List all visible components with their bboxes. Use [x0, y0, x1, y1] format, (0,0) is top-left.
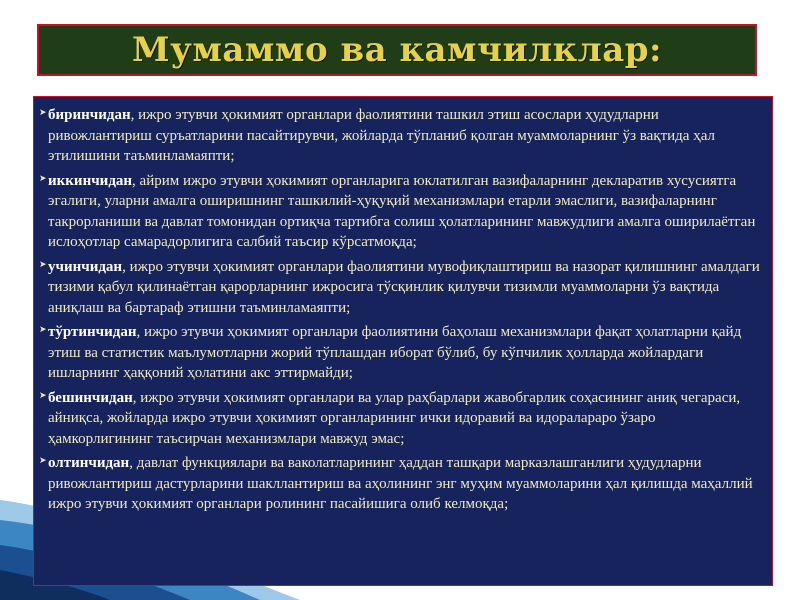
- item-lead: биринчидан: [48, 107, 131, 123]
- bullet-arrow-icon: ➤: [39, 172, 47, 183]
- bullet-arrow-icon: ➤: [39, 107, 47, 117]
- item-text: , ижро этувчи ҳокимият органлари фаолиятини мувофиқлаштириш ва назорат қилишнинг амалдаги тизими қабул қилинаётган қарорларнинг ижросига тўсқинлик қилувчи тизимли муаммоларни ўз вақтида аниқлаш ва бартараф этишни таъминламаяпти;: [48, 258, 760, 316]
- item-text: , ижро этувчи ҳокимият органлари ва улар раҳбарлари жавобгарлик соҳасининг аниқ чегараси, айниқса, жойларда ижро этувчи ҳокимият органларининг ички идоравий ва идоралараро ўзаро ҳамкорлигининг таъсирчан механизмлари мавжуд эмас;: [48, 389, 741, 447]
- item-lead: учинчидан: [48, 258, 123, 275]
- item-text: , айрим ижро этувчи ҳокимият органларига юклатилган вазифаларнинг декларатив хусусиятга эгалиги, уларни амалга оширишнинг ташкилий-ҳуқуқий механизмлари етарли эмаслиги, вазифаларнинг такрорланиши ва давлат томонидан ортиқча тартибга солиш ҳолатларининг мавжудлиги амалга оширилаётган ислоҳотлар самарадорлигига салбий таъсир кўрсатмоқда;: [48, 172, 756, 250]
- title-banner: [37, 24, 757, 76]
- list-item: [39, 171, 760, 253]
- list-item: [39, 105, 760, 167]
- list-item: [39, 322, 760, 384]
- item-text: , ижро этувчи ҳокимият органлари фаолиятини ташкил этиш асослари ҳудудларни ривожлантириш суръатларини пасайтирувчи, жойларда тўпланиб қолган муаммоларнинг ўз вақтида ҳал этилишини таъминламаяпти;: [48, 107, 715, 164]
- item-lead: олтинчидан: [48, 455, 130, 471]
- slide-title: Мумаммо ва камчилклар:: [131, 30, 663, 70]
- bullet-arrow-icon: ➤: [39, 389, 47, 400]
- bullet-arrow-icon: ➤: [39, 324, 47, 334]
- item-lead: иккинчидан: [48, 172, 133, 189]
- list-item: [39, 257, 760, 319]
- list-item: [39, 453, 760, 515]
- bullet-arrow-icon: ➤: [39, 455, 47, 465]
- item-lead: бешинчидан: [48, 389, 133, 406]
- item-lead: тўртинчидан: [48, 324, 137, 340]
- item-text: , ижро этувчи ҳокимият органлари фаолиятини баҳолаш механизмлари фақат ҳолатларни қайд этиш ва статистик маълумотларни жорий тўплашдан иборат бўлиб, бу кўпчилик ҳолларда жойлардаги ишларнинг ҳаққоний ҳолатини акс эттирмайди;: [48, 324, 742, 381]
- bullet-arrow-icon: ➤: [39, 258, 47, 269]
- content-panel: [33, 96, 773, 586]
- list-item: [39, 388, 760, 450]
- item-text: , давлат функциялари ва ваколатларининг ҳаддан ташқари марказлашганлиги ҳудудларни ривожлантириш дастурларини шакллантириш ва аҳолининг энг муҳим муаммоларини ҳал қилишда маҳаллий ижро этувчи ҳокимият органлари ролининг пасайишига олиб келмоқда;: [48, 455, 753, 512]
